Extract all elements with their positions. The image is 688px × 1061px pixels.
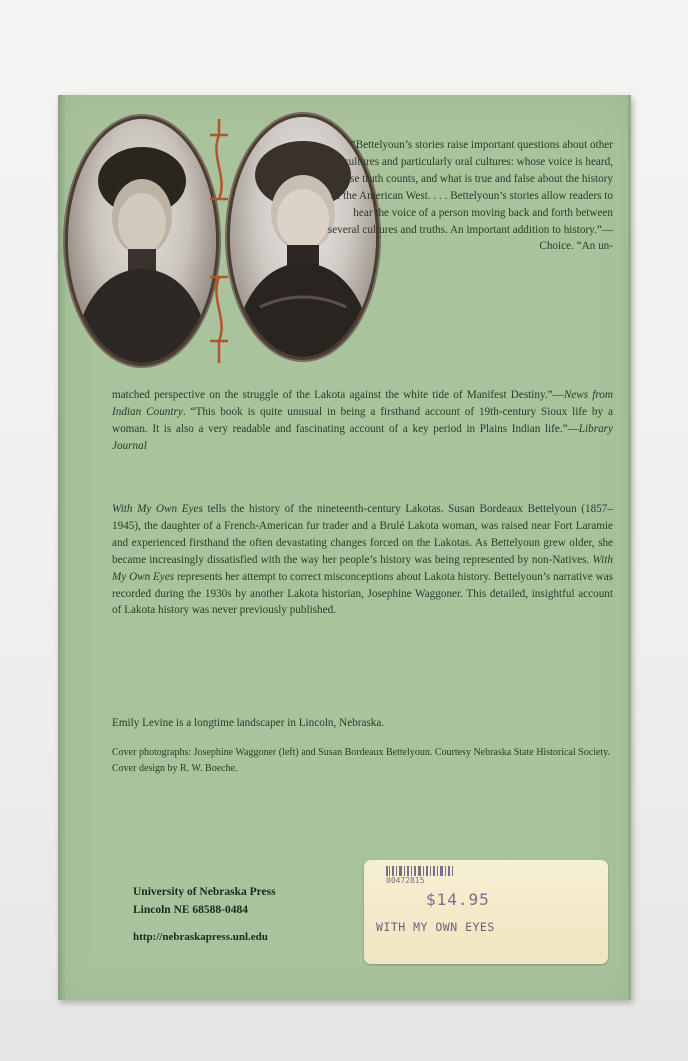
- publisher-address: Lincoln NE 68588-0484: [133, 904, 249, 916]
- publisher-name: University of Nebraska Press: [133, 886, 276, 898]
- sticker-sku: 00472815: [386, 876, 425, 885]
- book-title-italic-1: With My Own Eyes: [112, 503, 203, 515]
- decorative-ornament-icon: [206, 117, 232, 367]
- sticker-price: $14.95: [426, 890, 490, 909]
- description-part-1: tells the history of the nineteenth-century Lakotas. Susan Bordeaux Bettelyoun (1857–1945), the daughter of a French-American fur trader and a Brulé Lakota woman, was raised near Fort Laramie and experienced firsthand the often devastating changes forced on the Lakotas. As Bettelyoun grew older, she became increasingly dissatisfied with the way her people’s history was being represented by non-Natives.: [112, 503, 613, 566]
- sticker-title: WITH MY OWN EYES: [376, 920, 495, 934]
- review-quote-text-2: . “This book is quite unusual in being a firsthand account of 19th-century Sioux life by a woman. It is also a very readable and fascinating account of a key period in Plains Indian life.”—: [112, 405, 613, 435]
- book-description: [112, 501, 613, 619]
- spine-shadow: [58, 95, 66, 1000]
- publisher-url: http://nebraskapress.unl.edu: [133, 931, 268, 943]
- price-sticker: [364, 860, 608, 964]
- review-source-1: News from Indian Country: [112, 389, 613, 418]
- description-part-2: represents her attempt to correct misconceptions about Lakota history. Bettelyoun’s narrative was recorded during the 1930s by another Lakota historian, Josephine Waggoner. This detailed, insightful account of Lakota history was never previously published.: [112, 570, 614, 617]
- review-quote-continued: [112, 387, 613, 455]
- editor-bio: Emily Levine is a longtime landscaper in Lincoln, Nebraska.: [112, 717, 385, 729]
- review-quote-text-1: matched perspective on the struggle of the Lakota against the white tide of Manifest Destiny.”—: [112, 389, 564, 401]
- book-title-italic-2: With My Own Eyes: [112, 553, 613, 583]
- cover-credits: Cover photographs: Josephine Waggoner (left) and Susan Bordeaux Bettelyoun. Courtesy Nebraska State Historical Society. Cover design by R. W. Boeche.: [112, 747, 610, 774]
- book-back-cover: [58, 95, 631, 1000]
- review-source-2: Library Journal: [112, 422, 613, 452]
- publisher-block: [133, 883, 276, 919]
- portrait-left-photo: [68, 119, 216, 363]
- review-quote-top: “Bettelyoun’s stories raise important questions about other cultures and particularly oral cultures: whose voice is heard, whose truth counts, and what is true and false about the history of the American West. . . . Bettelyoun’s stories allow readers to hear the voice of a person moving back and forth between several cultures and truths. An important addition to history.”—Choice. “An un-: [327, 139, 613, 253]
- portrait-left-figure: [68, 119, 216, 363]
